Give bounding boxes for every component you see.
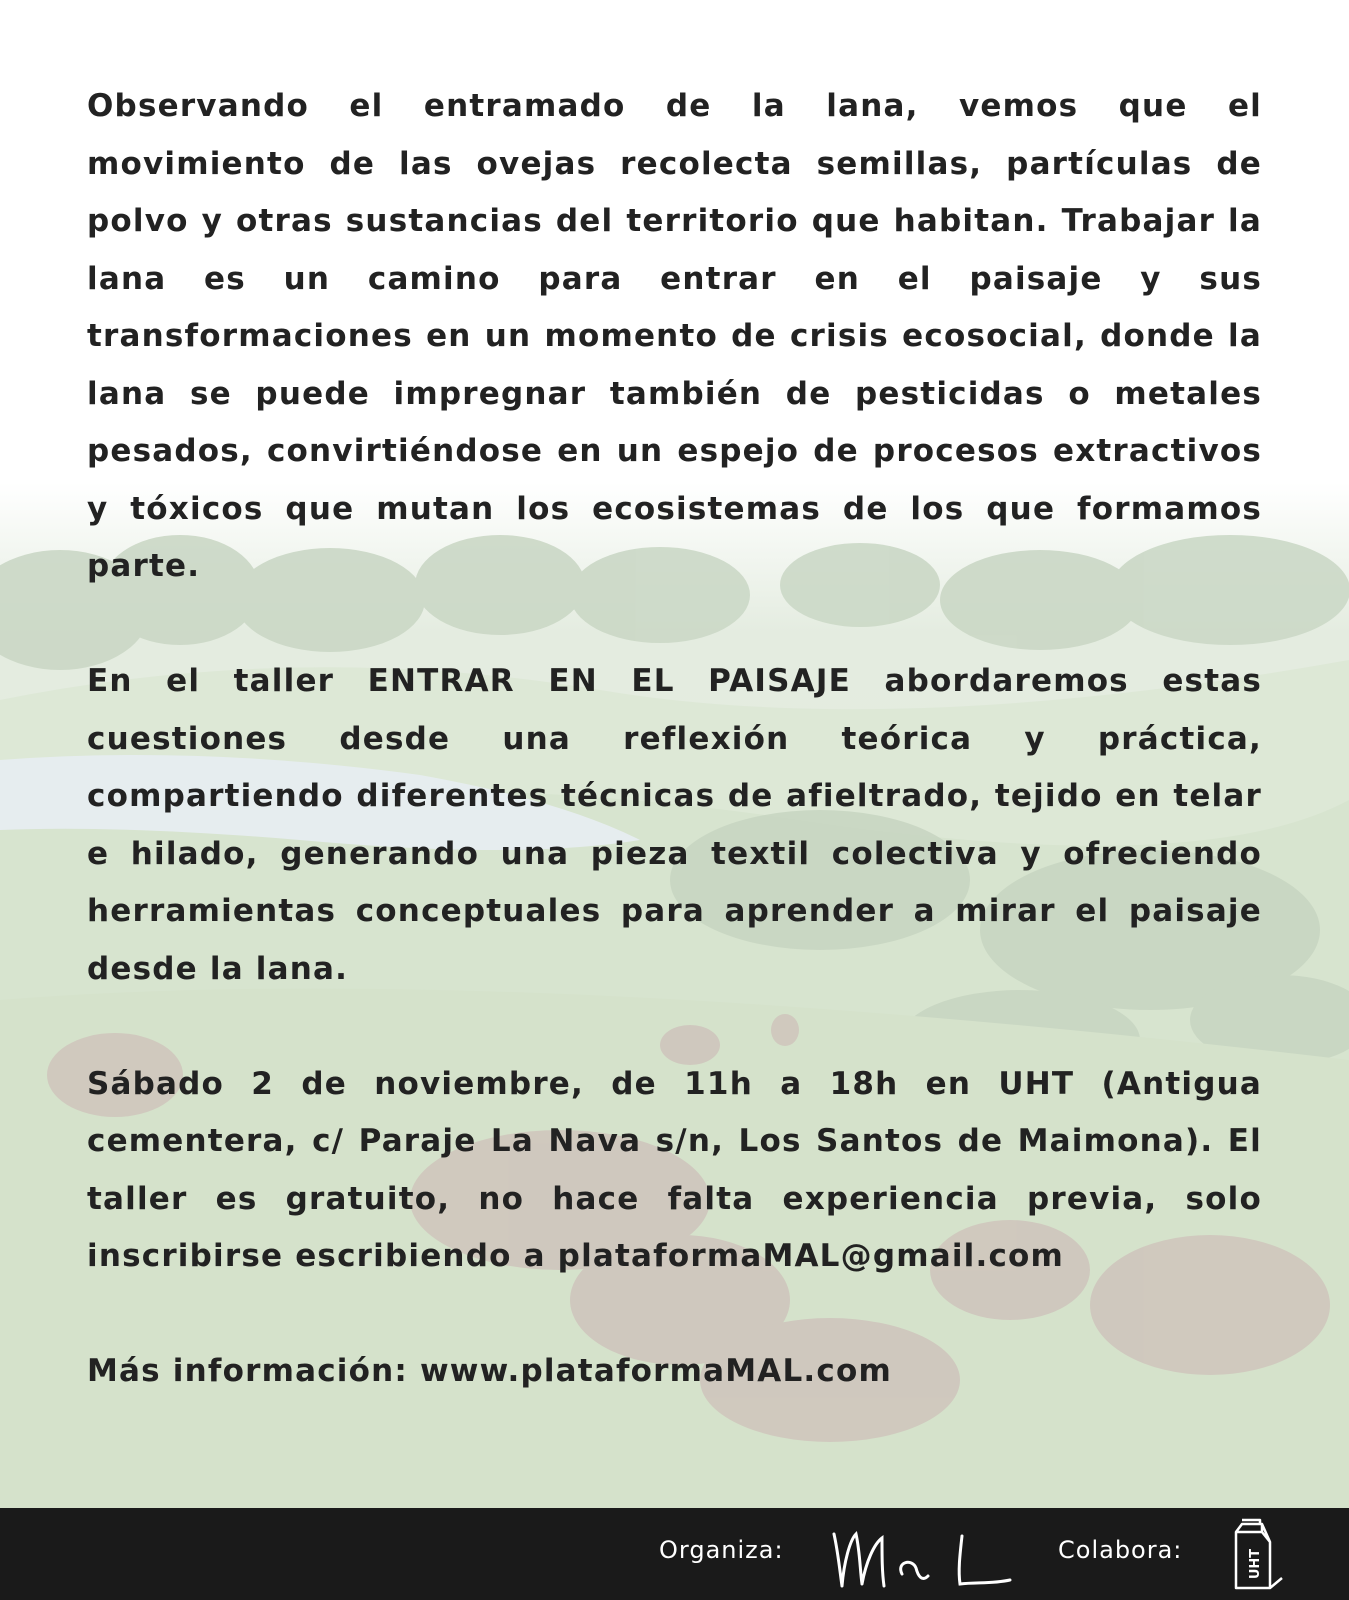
footer-bar xyxy=(0,1508,1349,1600)
colabora-label: Colabora: xyxy=(1058,1536,1183,1564)
more-info-paragraph: Más información: www.plataformaMAL.com xyxy=(87,1353,892,1389)
organiza-label: Organiza: xyxy=(659,1536,784,1564)
description-text xyxy=(87,78,1262,1401)
uht-milk-carton-logo-icon xyxy=(1222,1518,1284,1594)
event-details-paragraph: Sábado 2 de noviembre, de 11h a 18h en UHT (Antigua cementera, c/ Paraje La Nava s/n, Los Santos de Maimona). El taller es gratuito, no hace falta experiencia previa, solo inscribirse escribiendo a plataformaMAL@gmail.com xyxy=(87,1065,1262,1274)
intro-paragraph: Observando el entramado de la lana, vemos que el movimiento de las ovejas recolecta semillas, partículas de polvo y otras sustancias del territorio que habitan. Trabajar la lana es un camino para entrar en el paisaje y sus transformaciones en un momento de crisis ecosocial, donde la lana se puede impregnar también de pesticidas o metales pesados, convirtiéndose en un espejo de procesos extractivos y tóxicos que mutan los ecosistemas de los que formamos parte. xyxy=(87,88,1262,584)
uht-logo-text: UHT xyxy=(1248,1548,1263,1580)
mal-logo-icon xyxy=(830,1522,1020,1592)
workshop-paragraph: En el taller ENTRAR EN EL PAISAJE abordaremos estas cuestiones desde una reflexión teórica y práctica, compartiendo diferentes técnicas de afieltrado, tejido en telar e hilado, generando una pieza textil colectiva y ofreciendo herramientas conceptuales para aprender a mirar el paisaje desde la lana. xyxy=(87,663,1262,987)
